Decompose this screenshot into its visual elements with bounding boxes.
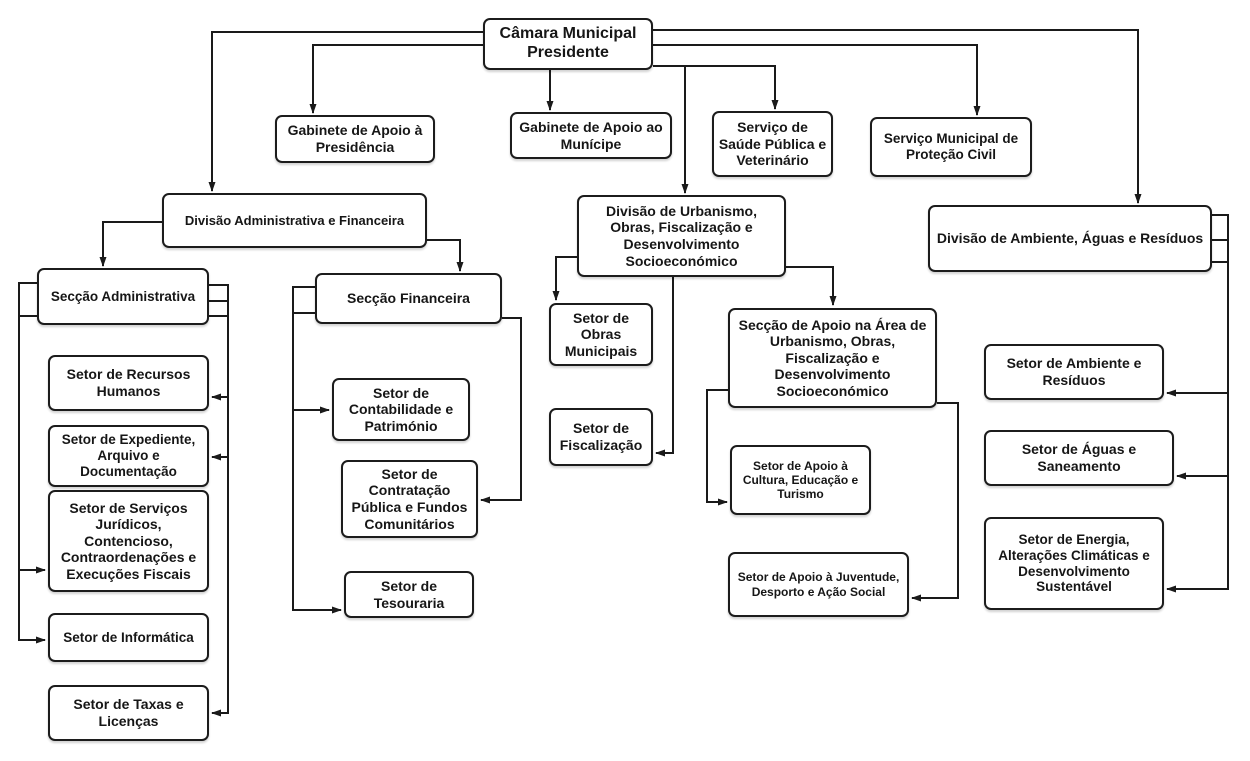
node-informatica (48, 613, 209, 662)
node-tesouraria-label: Setor de Tesouraria (373, 577, 445, 611)
edge-sec_fin-contratacao (481, 318, 521, 500)
node-taxas-label: Setor de Taxas e Licenças (73, 696, 184, 729)
node-ambiente_residuos (984, 344, 1164, 400)
node-camara-label: Câmara Municipal Presidente (499, 25, 637, 61)
node-aguas-label: Setor de Águas e Saneamento (1021, 441, 1137, 474)
edge-sec_admin-taxas (209, 316, 228, 713)
node-sec_apoio-label: Secção de Apoio na Área de Urbanismo, Obras, Fiscalização e Desenvolvimento Socioeconómico (738, 316, 927, 399)
node-sec_admin-label: Secção Administrativa (50, 288, 196, 304)
node-energia-label: Setor de Energia, Alterações Climáticas e Desenvolvimento Sustentável (998, 531, 1150, 595)
node-obras (549, 303, 653, 366)
node-sec_apoio (728, 308, 937, 408)
node-expediente-label: Setor de Expediente, Arquivo e Documentação (61, 432, 196, 479)
node-sec_fin (315, 273, 502, 324)
node-div_admin (162, 193, 427, 248)
node-fiscalizacao-label: Setor de Fiscalização (559, 420, 643, 453)
node-tesouraria (344, 571, 474, 618)
node-juridicos (48, 490, 209, 592)
node-sec_admin (37, 268, 209, 325)
edge-sec_apoio-apoio_cultura (707, 390, 728, 502)
edge-sec_admin-juridicos (19, 283, 45, 570)
edge-sec_fin-tesouraria (293, 313, 341, 610)
edge-div_amb-aguas (1177, 240, 1228, 476)
edge-div_admin-sec_admin (103, 222, 162, 266)
node-recursos-label: Setor de Recursos Humanos (66, 366, 191, 399)
edge-sec_apoio-apoio_juventude (912, 403, 958, 598)
node-taxas (48, 685, 209, 741)
edge-div_urb-fiscalizacao (656, 277, 673, 453)
node-informatica-label: Setor de Informática (63, 629, 194, 645)
node-camara (483, 18, 653, 70)
edge-camara-serv_saude (653, 66, 775, 109)
node-div_urb-label: Divisão de Urbanismo, Obras, Fiscalização e Desenvolvimento Socioeconómico (606, 202, 757, 269)
edge-div_urb-obras (556, 257, 577, 300)
node-aguas (984, 430, 1174, 486)
node-gab_presidencia-label: Gabinete de Apoio à Presidência (287, 122, 423, 155)
node-ambiente_residuos-label: Setor de Ambiente e Resíduos (1006, 355, 1142, 388)
node-obras-label: Setor de Obras Municipais (564, 309, 638, 359)
node-energia (984, 517, 1164, 610)
node-serv_protecao-label: Serviço Municipal de Proteção Civil (883, 131, 1019, 162)
node-recursos (48, 355, 209, 411)
node-juridicos-label: Setor de Serviços Jurídicos, Contencioso, Contraordenações e Execuções Fiscais (60, 499, 197, 582)
edge-camara-serv_protecao (653, 45, 977, 115)
edge-div_amb-energia (1167, 262, 1228, 589)
node-serv_saude (712, 111, 833, 177)
edge-sec_admin-informatica (19, 316, 45, 640)
node-sec_fin-label: Secção Financeira (347, 290, 470, 307)
node-div_urb (577, 195, 786, 277)
edge-camara-gab_presidencia (313, 45, 483, 113)
node-expediente (48, 425, 209, 487)
node-div_admin-label: Divisão Administrativa e Financeira (184, 212, 405, 228)
node-apoio_cultura (730, 445, 871, 515)
node-div_amb-label: Divisão de Ambiente, Águas e Resíduos (936, 230, 1204, 247)
node-gab_municipe (510, 112, 672, 159)
node-contabilidade (332, 378, 470, 441)
node-apoio_juventude (728, 552, 909, 617)
node-contabilidade-label: Setor de Contabilidade e Património (348, 384, 454, 434)
edge-sec_admin-expediente (209, 301, 228, 457)
node-serv_saude-label: Serviço de Saúde Pública e Veterinário (718, 119, 827, 169)
node-apoio_juventude-label: Setor de Apoio à Juventude, Desporto e Ação Social (737, 570, 900, 599)
node-contratacao-label: Setor de Contratação Pública e Fundos Comunitários (351, 465, 468, 532)
node-gab_presidencia (275, 115, 435, 163)
edge-div_urb-sec_apoio (786, 267, 833, 305)
node-apoio_cultura-label: Setor de Apoio à Cultura, Educação e Turismo (742, 458, 859, 502)
node-div_amb (928, 205, 1212, 272)
node-contratacao (341, 460, 478, 538)
node-serv_protecao (870, 117, 1032, 177)
node-gab_municipe-label: Gabinete de Apoio ao Munícipe (519, 118, 663, 152)
node-fiscalizacao (549, 408, 653, 466)
edge-div_admin-sec_fin (427, 240, 460, 271)
edge-camara-div_admin (212, 32, 483, 191)
